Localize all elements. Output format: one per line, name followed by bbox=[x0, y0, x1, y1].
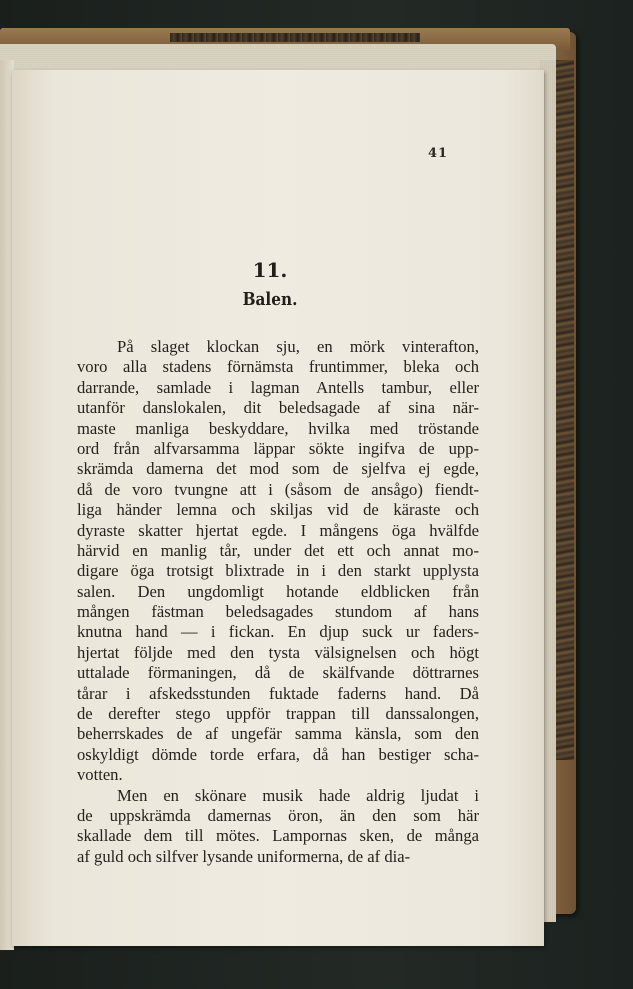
text-line: darrande, samlade i lagman Antells tambur, eller bbox=[77, 377, 479, 397]
text-line: På slaget klockan sju, en mörk vinterafton, bbox=[117, 337, 479, 356]
text-line: af guld och silfver lysande uniformerna, de af dia- bbox=[77, 846, 411, 866]
chapter-title: Balen. bbox=[242, 289, 298, 310]
marbled-board-top bbox=[170, 33, 420, 42]
text-line: de derefter stego uppför trappan till danssalongen, bbox=[77, 704, 479, 724]
text-line: liga händer lemna och skiljas vid de käraste och bbox=[77, 500, 479, 520]
text-line: votten. bbox=[77, 765, 123, 785]
text-line: utanför danslokalen, dit beledsagade af sina när- bbox=[77, 398, 479, 418]
text-line: voro alla stadens förnämsta fruntimmer, bleka och bbox=[77, 357, 479, 377]
page-number: 41 bbox=[428, 146, 449, 161]
text-line: maste manliga beskyddare, hvilka med tröstande bbox=[77, 418, 479, 438]
marbled-board-edge bbox=[556, 60, 574, 760]
text-line: Men en skönare musik hade aldrig ljudat i bbox=[117, 785, 479, 805]
text-line: knutna hand — i fickan. En djup suck ur faders- bbox=[77, 622, 479, 642]
text-line: mången fästman beledsagades stundom af hans bbox=[77, 602, 479, 622]
text-line: skrämda damerna det mod som de sjelfva ej egde, bbox=[77, 459, 479, 479]
text-line: dyraste skatter hjertat egde. I mångens öga hvälfde bbox=[77, 520, 479, 540]
text-line: ord från alfvarsamma läppar sökte ingifva de upp- bbox=[77, 438, 479, 458]
text-line: uttalade förmaningen, då de skälfvande döttrarnes bbox=[77, 663, 479, 683]
body-text bbox=[77, 337, 479, 867]
text-line: tårar i afskedsstunden fuktade faderns hand. Då bbox=[77, 683, 479, 703]
text-line: hjertat följde med den tysta välsignelsen och högt bbox=[77, 642, 479, 662]
text-line: härvid en manlig tår, under det ett och annat mo- bbox=[77, 540, 479, 560]
text-line: oskyldigt dömde torde erfara, då han bestiger scha- bbox=[77, 744, 479, 764]
text-line: digare öga trotsigt blixtrade in i den starkt upplysta bbox=[77, 561, 479, 581]
text-line: skallade dem till mötes. Lampornas sken, de många bbox=[77, 826, 479, 846]
text-line: beherrskades de af ungefär samma känsla, som den bbox=[77, 724, 479, 744]
chapter-number: 11. bbox=[252, 258, 288, 282]
text-line: då de voro tvungne att i (såsom de ansågo) fiendt- bbox=[77, 479, 479, 499]
text-line: salen. Den ungdomligt hotande eldblicken från bbox=[77, 581, 479, 601]
text-line: de uppskrämda damernas öron, än den som här bbox=[77, 805, 479, 825]
